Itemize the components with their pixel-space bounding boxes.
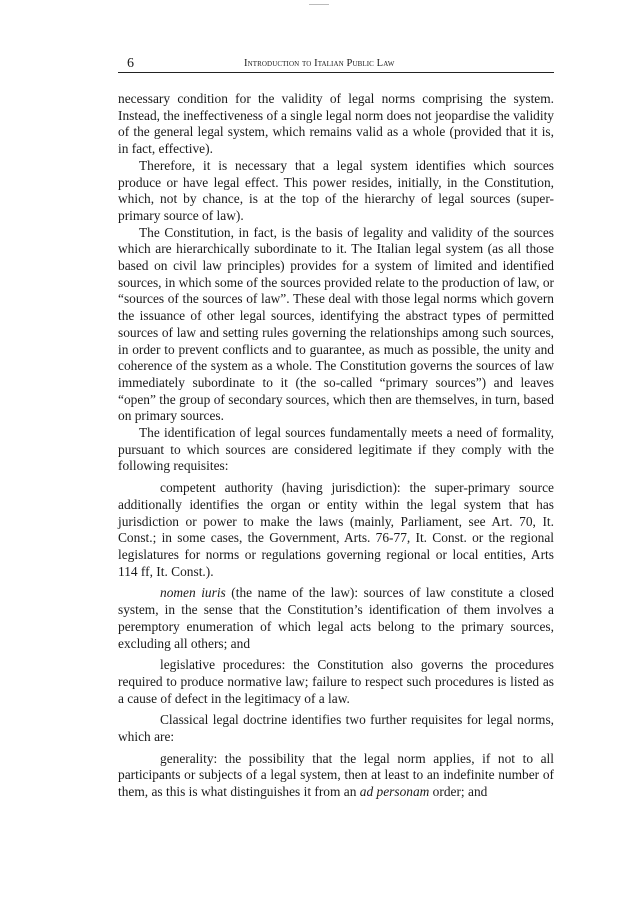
requisite-text-end: order; and [429, 784, 488, 800]
paragraph: The Constitution, in fact, is the basis of legality and validity of the sources which are hierarchically subordinate to it. The Italian legal system (as all those based on civil law principles) provides for a system of limited and identified sources, in which some of the sources provided relate to the production of law, or “sources of the sources of law”. These deal with those legal norms which govern the issuance of other legal sources, identifying the abstract types of permitted sources of law and setting rules governing the relationships among such sources, in order to prevent conflicts and to guarantee, as much as possible, the unity and coherence of the system as a whole. The Constitution governs the sources of law immediately subordinate to it (the so-called “primary sources”) and leaves “open” the group of secondary sources, which then are themselves, in turn, based on primary sources. [118, 224, 554, 424]
running-title: Introduction to Italian Public Law [244, 58, 395, 69]
requisite-legislative-procedures: legislative procedures: the Constitution also governs the procedures required to produce normative law; failure to respect such procedures is listed as a cause of defect in the legitimacy of a law. [118, 657, 554, 706]
body-text [118, 91, 554, 801]
page-header [118, 58, 554, 72]
header-rule [118, 72, 554, 73]
top-margin-mark [309, 4, 329, 5]
ad-personam-term: ad personam [359, 784, 430, 800]
paragraph: Classical legal doctrine identifies two further requisites for legal norms, which are: [118, 712, 554, 745]
requisite-text: (the name of the law): sources of law constitute a closed system, in the sense that the Constitution’s identification of them involves a peremptory enumeration of which legal acts belong to the primary sources, excluding all others; and [118, 585, 554, 651]
paragraph: necessary condition for the validity of legal norms comprising the system. Instead, the ineffectiveness of a single legal norm does not jeopardise the validity of the general legal system, which remains valid as a whole (provided that it is, in fact, effective). [118, 91, 554, 157]
requisite-nomen-iuris [118, 585, 554, 652]
requisite-generality [118, 751, 554, 801]
requisite-competent-authority: competent authority (having jurisdiction): the super-primary source additionally identifies the organ or entity within the legal system that has jurisdiction or power to make the laws (mainly, Parliament, see Art. 70, It. Const.; in some cases, the Government, Arts. 76-77, It. Const. or the regional legislatures for norms or regulations governing regional or local entities, Arts 114 ff, It. Const.). [118, 480, 554, 579]
requisite-text: generality: the possibility that the legal norm applies, if not to all participants or subjects of a legal system, then at least to an indefinite number of them, as this is what distinguishes it from an [118, 750, 554, 800]
page-number: 6 [127, 56, 134, 71]
paragraph: The identification of legal sources fundamentally meets a need of formality, pursuant to which sources are considered legitimate if they comply with the following requisites: [118, 425, 554, 474]
nomen-iuris-term: nomen iuris [160, 585, 226, 601]
paragraph: Therefore, it is necessary that a legal system identifies which sources produce or have legal effect. This power resides, initially, in the Constitution, which, not by chance, is at the top of the hierarchy of legal sources (super-primary source of law). [118, 157, 554, 223]
